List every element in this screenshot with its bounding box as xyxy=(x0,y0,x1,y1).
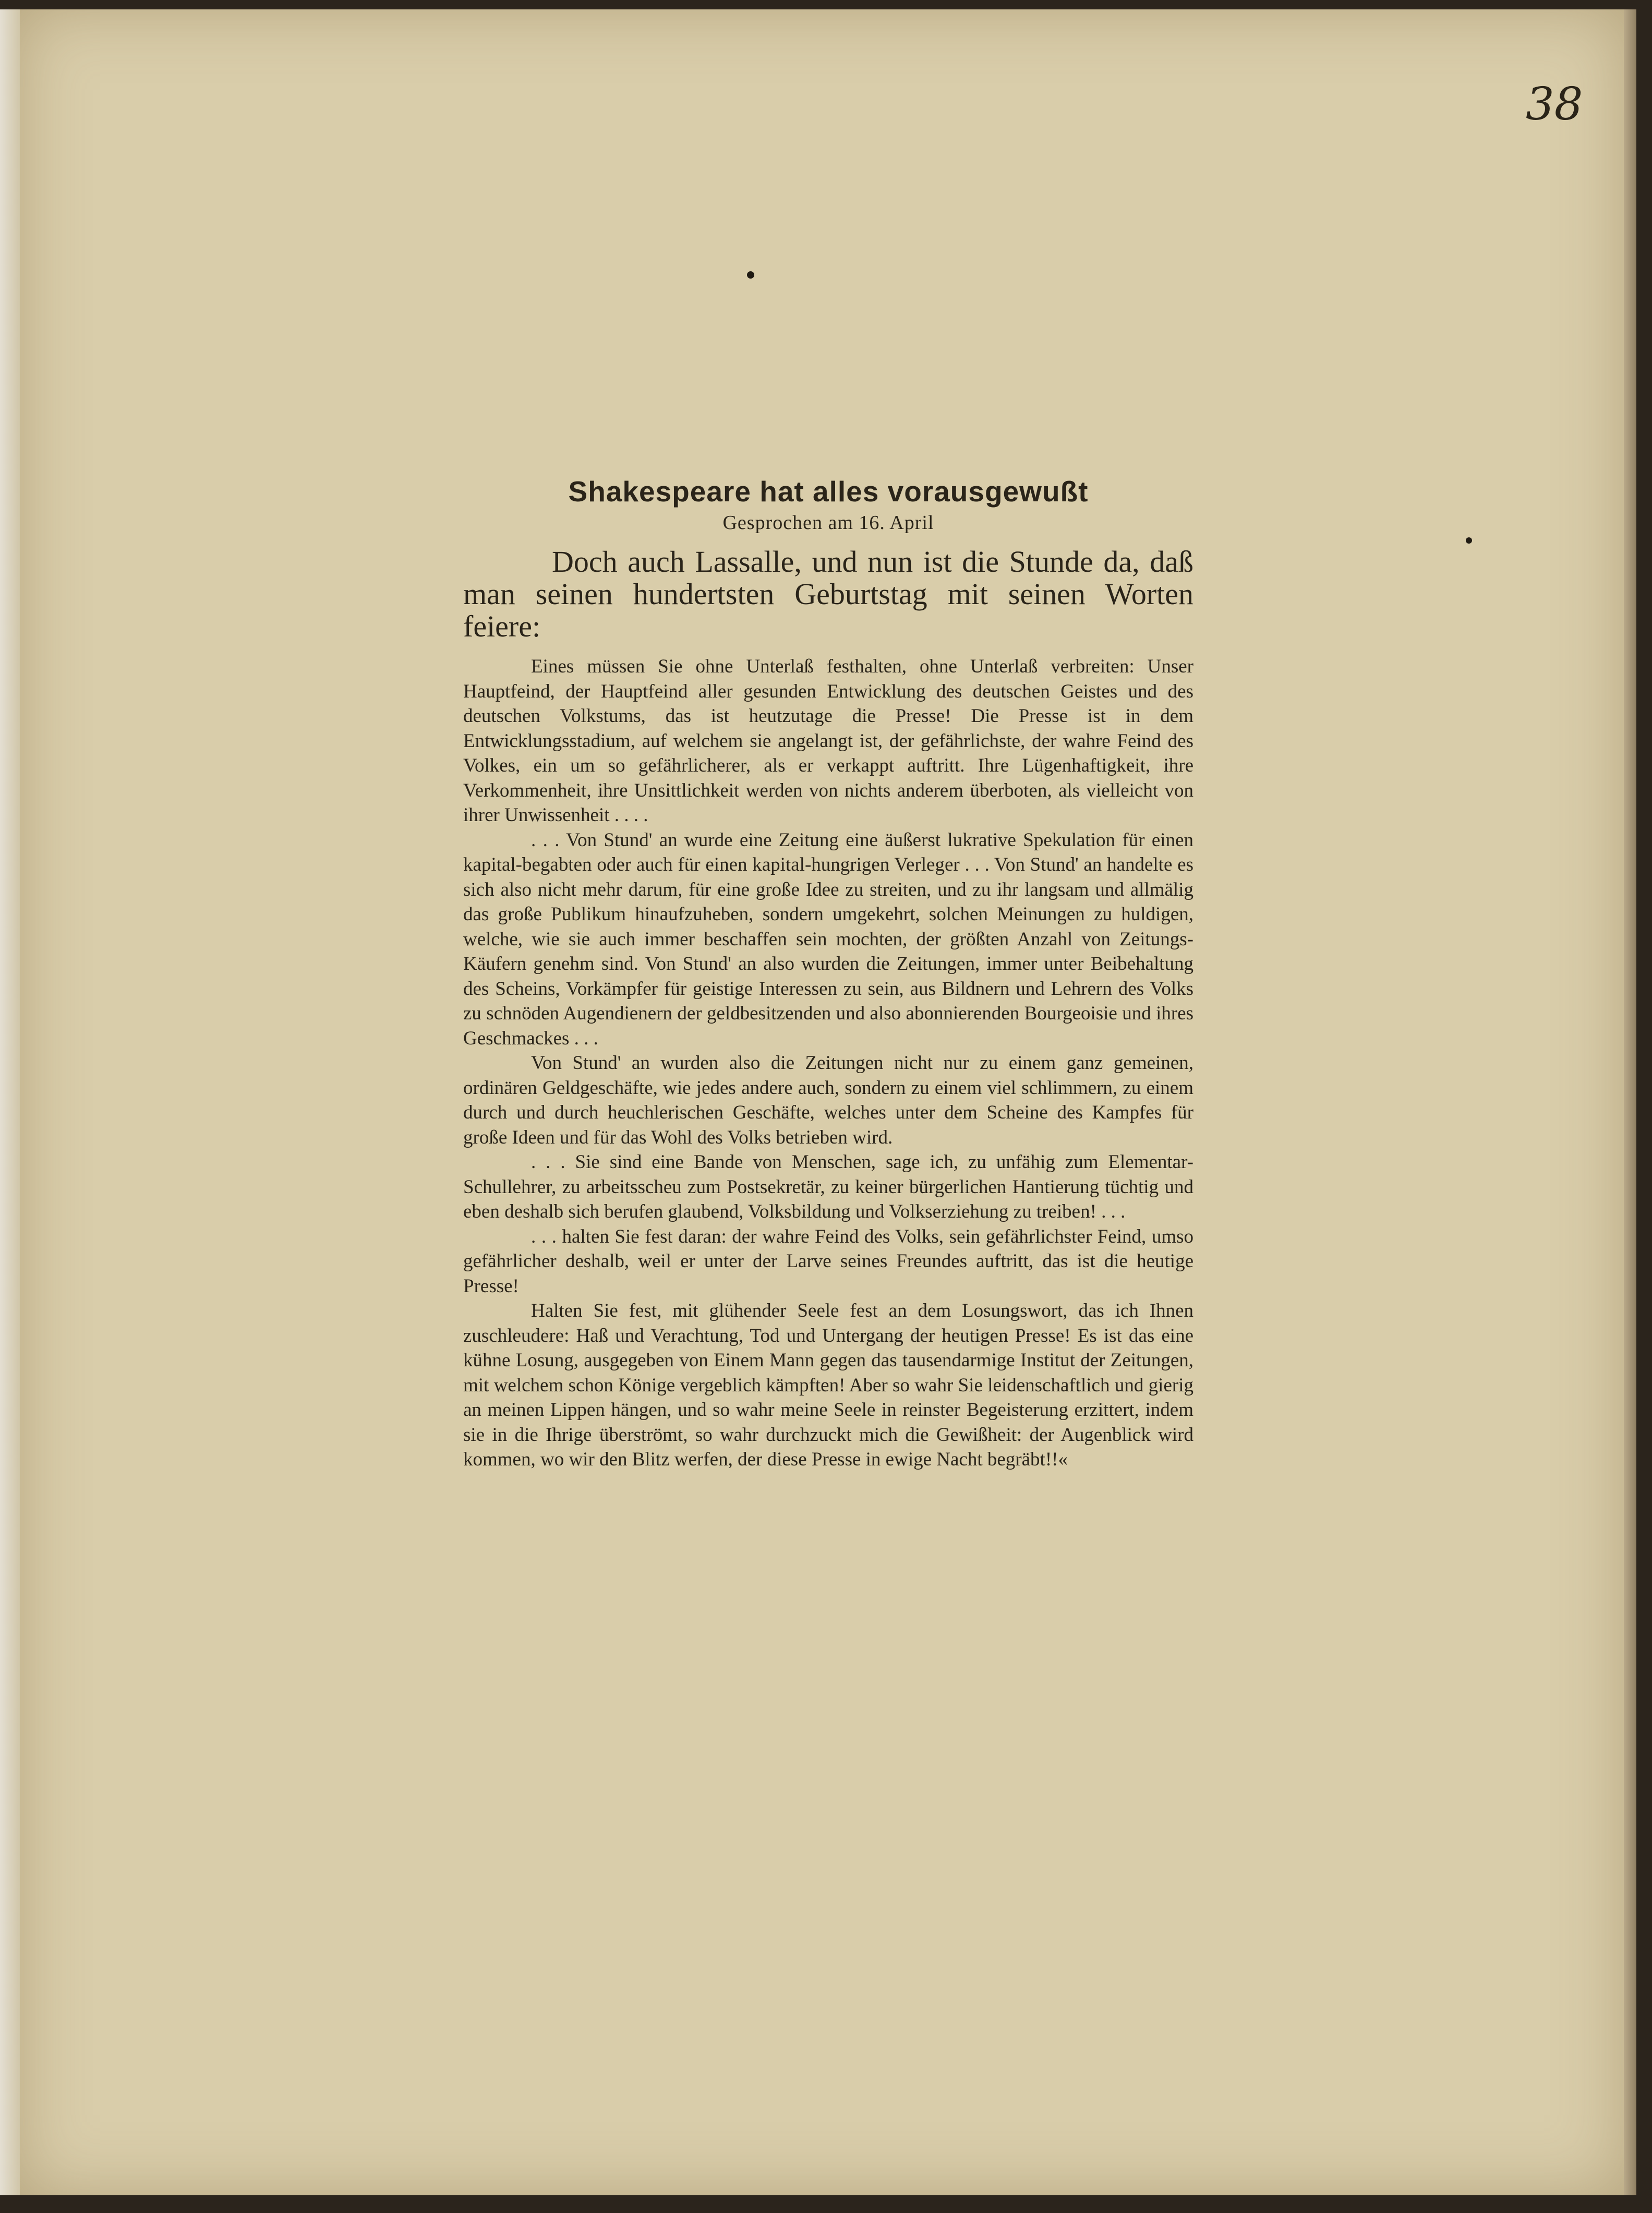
page-edge xyxy=(1624,9,1636,2195)
intro-paragraph: Doch auch Lassalle, und nun ist die Stunde da, daß man seinen hundertsten Geburtstag mit seinen Worten feiere: xyxy=(463,545,1193,643)
page-number: 38 xyxy=(1526,78,1583,130)
quote-paragraph: . . . halten Sie fest daran: der wahre Feind des Volks, sein gefährlichster Feind, umso gefährlicher deshalb, weil er unter der Larve seines Freundes auftritt, das ist die heutige Presse! xyxy=(463,1225,1193,1297)
article-subtitle: Gesprochen am 16. April xyxy=(722,512,934,534)
ink-spot xyxy=(747,271,754,279)
quote-paragraph: . . . Sie sind eine Bande von Menschen, sage ich, zu unfähig zum Elementar-Schullehrer, zu arbeitsscheu zum Postsekretär, zu keiner bürgerlichen Hantierung tüchtig und eben deshalb sich berufen glaubend, Volksbildung und Volkserziehung zu treiben! . . . xyxy=(463,1151,1193,1222)
ink-spot xyxy=(1466,537,1472,544)
article-title: Shakespeare hat alles vorausgewußt xyxy=(568,475,1089,508)
quote-paragraph: Halten Sie fest, mit glühender Seele fest an dem Losungswort, das ich Ihnen zuschleudere: Haß und Verachtung, Tod und Untergang der heutigen Presse! Es ist das eine kühne Losung, ausgegeben von Einem Mann gegen das tausendarmige Institut der Zeitungen, mit welchem schon Könige vergeblich kämpften! Aber so wahr Sie leidenschaftlich und gierig an meinen Lippen hängen, und so wahr meine Seele in reinster Begeisterung erzittert, indem sie in die Ihrige überströmt, so wahr durchzuckt mich die Gewißheit: der Augenblick wird kommen, wo wir den Blitz werfen, der diese Presse in ewige Nacht begräbt!!« xyxy=(463,1300,1193,1470)
quote-paragraph: Von Stund' an wurden also die Zeitungen nicht nur zu einem ganz gemeinen, ordinären Geldgeschäfte, wie jedes andere auch, sondern zu einem viel schlimmern, zu einem durch und durch heuchlerischen Geschäfte, welches unter dem Scheine des Kampfes für große Ideen und für das Wohl des Volks betrieben wird. xyxy=(463,1052,1193,1148)
quote-paragraph: Eines müssen Sie ohne Unterlaß festhalten, ohne Unterlaß verbreiten: Unser Hauptfeind, der Hauptfeind aller gesunden Entwicklung des deutschen Geistes und des deutschen Volkstums, das ist heutzutage die Presse! Die Presse ist in dem Entwicklungsstadium, auf welchem sie angelangt ist, der gefährlichste, der wahre Feind des Volkes, ein um so gefährlicherer, als er verkappt auftritt. Ihre Lügenhaftigkeit, ihre Verkommenheit, ihre Unsittlichkeit werden von nichts anderem überboten, als vielleicht von ihrer Unwissenheit . . . . xyxy=(463,656,1193,826)
quote-paragraph: . . . Von Stund' an wurde eine Zeitung eine äußerst lukrative Spekulation für einen kapital-begabten oder auch für einen kapital-hungrigen Verleger . . . Von Stund' an handelte es sich also nicht mehr darum, für eine große Idee zu streiten, und zu ihr langsam und allmälig das große Publikum hinaufzuheben, sondern umgekehrt, solchen Meinungen zu huldigen, welche, wie sie auch immer beschaffen sein mochten, der größten Anzahl von Zeitungs-Käufern genehm sind. Von Stund' an also wurden die Zeitungen, immer unter Beibehaltung des Scheins, Vorkämpfer für geistige Interessen zu sein, aus Bildnern und Lehrern des Volks zu schnöden Augendienern der geldbesitzenden und also abonnierenden Bourgeoisie und ihres Geschmackes . . . xyxy=(463,829,1193,1049)
article xyxy=(463,475,1193,1472)
